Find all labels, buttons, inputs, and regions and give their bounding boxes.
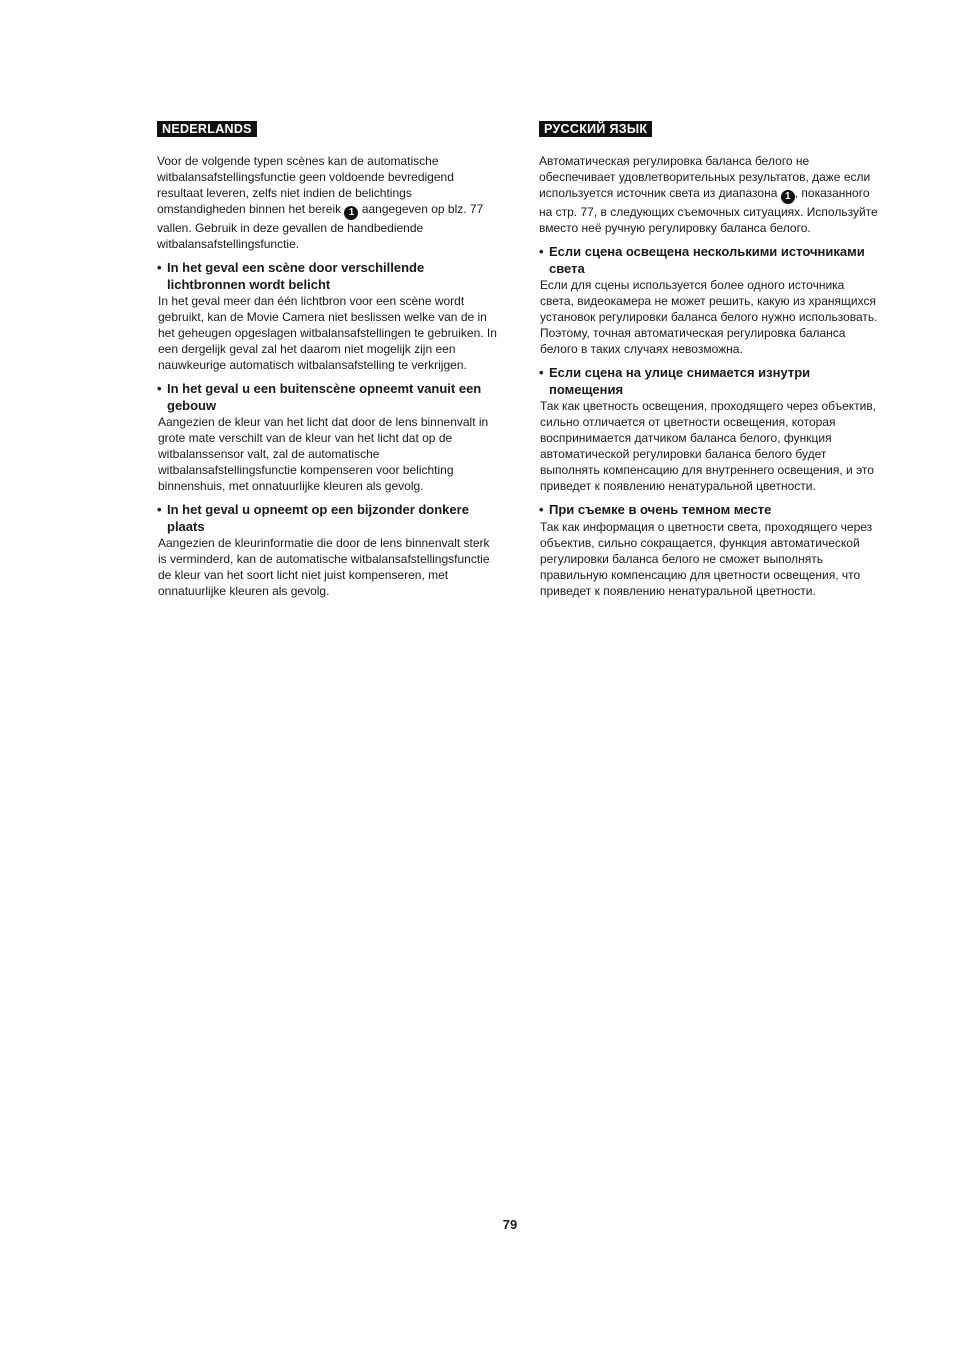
section-heading: In het geval u een buitenscène opneemt vanuit een gebouw: [167, 381, 482, 413]
intro-paragraph-dutch: [157, 153, 497, 252]
intro-text-a: Автоматическая регулировка баланса белого не обеспечивает удовлетворительных результатов, даже если используется источник света из диапазона: [539, 154, 871, 200]
section-heading: Если сцена на улице снимается изнутри помещения: [549, 365, 811, 397]
list-item: [157, 502, 497, 599]
language-badge-dutch: NEDERLANDS: [157, 121, 257, 137]
section-text: Aangezien de kleur van het licht dat door de lens binnenvalt in grote mate verschilt van de kleur van het licht dat op de witbalanssensor valt, zal de automatische witbalansafstellingsfunctie kompenseren voor belichting binnenshuis, met onnatuurlijke kleuren als gevolg.: [158, 415, 489, 493]
page-number: 79: [502, 1217, 518, 1232]
list-item: [157, 260, 497, 373]
intro-text-a: Voor de volgende typen scènes kan de automatische witbalansafstellingsfunctie geen voldoende bevredigend resultaat leveren, zelfs niet indien de belichtings omstandigheden binnen het bereik: [157, 154, 454, 216]
list-item: [539, 244, 879, 357]
section-text: In het geval meer dan één lichtbron voor een scène wordt gebruikt, kan de Movie Camera niet beslissen welke van de in het geheugen opgeslagen witbalansafstellingen te gebruiken. In een dergelijk geval zal het daarom niet mogelijk zijn een nauwkeurige automatisch witbalansafstelling te verkrijgen.: [158, 294, 497, 372]
section-text: Так как информация о цветности света, проходящего через объектив, сильно сокращается, функция автоматической регулировки баланса белого не сможет выполнять правильную компенсацию для цветности освещения, что приведет к появлению ненатуральной цветности.: [540, 519, 873, 598]
bullet-icon: •: [539, 244, 544, 259]
list-item: [157, 381, 497, 494]
dutch-column: [157, 120, 497, 599]
circled-one-icon: 1: [344, 206, 358, 220]
section-heading: При съемке в очень темном месте: [549, 502, 772, 517]
russian-column: [539, 120, 879, 599]
intro-text-b: aangegeven op blz. 77 vallen. Gebruik in deze gevallen de handbediende witbalansafstellingsfunctie.: [157, 202, 484, 251]
intro-paragraph-russian: [539, 153, 879, 236]
bullet-icon: •: [539, 502, 544, 517]
section-text: Так как цветность освещения, проходящего через объектив, сильно отличается от цветности освещения, которая воспринимается датчиком баланса белого, функция автоматической регулировки баланса белого будет выполнять компенсацию для внутреннего освещения, и это приведет к появлению ненатуральной цветности.: [540, 399, 877, 493]
list-item: [539, 365, 879, 494]
section-heading: In het geval een scène door verschillende lichtbronnen wordt belicht: [167, 260, 425, 292]
bullet-icon: •: [157, 381, 162, 396]
language-badge-russian: РУССКИЙ ЯЗЫК: [539, 121, 652, 137]
section-heading: In het geval u opneemt op een bijzonder donkere plaats: [167, 502, 469, 534]
bullet-icon: •: [539, 365, 544, 380]
circled-one-icon: 1: [781, 190, 795, 204]
bullet-icon: •: [157, 502, 162, 517]
list-item: [539, 502, 879, 599]
section-text: Aangezien de kleurinformatie die door de lens binnenvalt sterk is verminderd, kan de automatische witbalansafstellingsfunctie de kleur van het soort licht niet juist kompenseren, met onnatuurlijke kleuren als gevolg.: [158, 536, 490, 598]
section-heading: Если сцена освещена несколькими источниками света: [549, 244, 865, 276]
bullet-icon: •: [157, 260, 162, 275]
intro-text-b: , показанного на стр. 77, в следующих съемочных ситуациях. Используйте вместо неё ручную регулировку баланса белого.: [539, 186, 878, 235]
section-text: Если для сцены используется более одного источника света, видеокамера не может решить, какую из хранящихся установок регулировки баланса белого нужно использовать. Поэтому, точная автоматическая регулировка баланса белого в таких случаях невозможна.: [540, 278, 878, 356]
